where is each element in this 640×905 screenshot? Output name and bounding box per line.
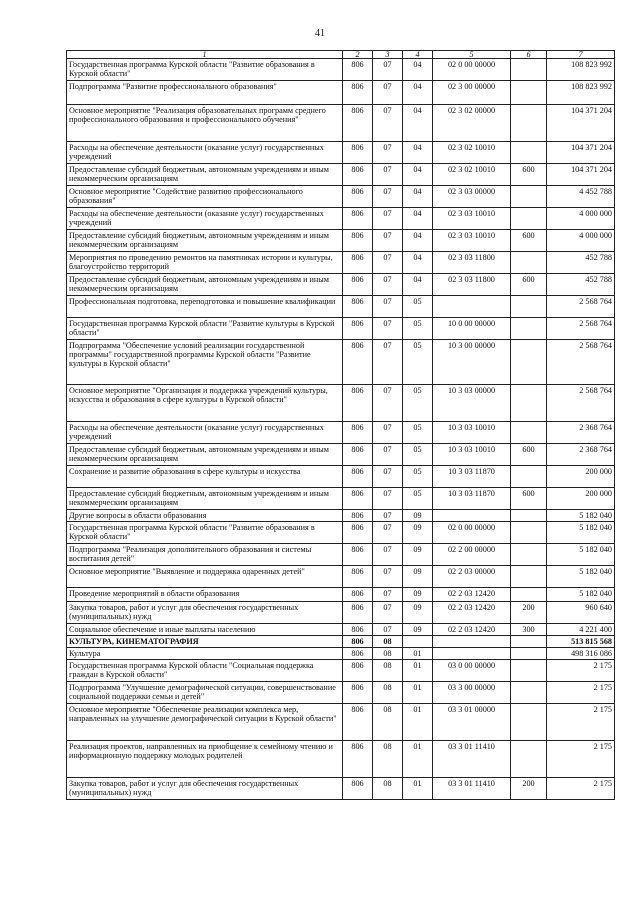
row-name-cell: КУЛЬТУРА, КИНЕМАТОГРАФИЯ — [67, 636, 343, 648]
row-name-cell: Основное мероприятие "Выявление и поддержка одаренных детей" — [67, 566, 343, 588]
column-header: 3 — [373, 51, 403, 59]
expense-type-cell — [511, 422, 547, 444]
row-name-cell: Подпрограмма "Обеспечение условий реализации государственной программы" государственной программы Курской области "Развитие культуры в Курской области" — [67, 340, 343, 385]
subsection-code-cell — [403, 636, 433, 648]
expense-type-cell — [511, 741, 547, 778]
subsection-code-cell: 09 — [403, 566, 433, 588]
target-article-cell: 03 3 01 00000 — [433, 704, 511, 741]
expense-type-cell — [511, 252, 547, 274]
target-article-cell: 03 3 00 00000 — [433, 682, 511, 704]
target-article-cell — [433, 510, 511, 522]
table-row — [67, 522, 615, 544]
column-header: 1 — [67, 51, 343, 59]
column-header: 2 — [343, 51, 373, 59]
ministry-code-cell: 806 — [343, 741, 373, 778]
amount-cell: 108 823 992 — [547, 81, 615, 105]
ministry-code-cell: 806 — [343, 510, 373, 522]
amount-cell: 452 788 — [547, 252, 615, 274]
row-name-cell: Другие вопросы в области образования — [67, 510, 343, 522]
amount-cell: 960 640 — [547, 602, 615, 624]
target-article-cell: 02 3 02 00000 — [433, 105, 511, 142]
subsection-code-cell: 05 — [403, 318, 433, 340]
target-article-cell — [433, 296, 511, 318]
expense-type-cell — [511, 648, 547, 660]
subsection-code-cell: 05 — [403, 422, 433, 444]
expense-type-cell — [511, 510, 547, 522]
section-code-cell: 07 — [373, 510, 403, 522]
ministry-code-cell: 806 — [343, 778, 373, 800]
expense-type-cell — [511, 81, 547, 105]
section-code-cell: 07 — [373, 466, 403, 488]
row-name-cell: Подпрограмма "Развитие профессионального образования" — [67, 81, 343, 105]
ministry-code-cell: 806 — [343, 385, 373, 422]
section-code-cell: 08 — [373, 660, 403, 682]
subsection-code-cell: 05 — [403, 444, 433, 466]
row-name-cell: Расходы на обеспечение деятельности (оказание услуг) государственных учреждений — [67, 208, 343, 230]
amount-cell: 2 175 — [547, 704, 615, 741]
amount-cell: 2 368 764 — [547, 444, 615, 466]
ministry-code-cell: 806 — [343, 682, 373, 704]
column-header: 7 — [547, 51, 615, 59]
subsection-code-cell: 04 — [403, 252, 433, 274]
subsection-code-cell: 01 — [403, 778, 433, 800]
section-code-cell: 07 — [373, 488, 403, 510]
table-row — [67, 318, 615, 340]
subsection-code-cell: 05 — [403, 340, 433, 385]
amount-cell: 5 182 040 — [547, 588, 615, 602]
subsection-code-cell: 01 — [403, 704, 433, 741]
section-code-cell: 07 — [373, 385, 403, 422]
section-code-cell: 08 — [373, 778, 403, 800]
ministry-code-cell: 806 — [343, 164, 373, 186]
ministry-code-cell: 806 — [343, 602, 373, 624]
row-name-cell: Предоставление субсидий бюджетным, автономным учреждениям и иным некоммерческим организациям — [67, 274, 343, 296]
amount-cell: 5 182 040 — [547, 510, 615, 522]
table-row — [67, 81, 615, 105]
ministry-code-cell: 806 — [343, 660, 373, 682]
amount-cell: 513 815 568 — [547, 636, 615, 648]
ministry-code-cell: 806 — [343, 466, 373, 488]
row-name-cell: Реализация проектов, направленных на приобщение к семейному чтению и информационную поддержку молодых родителей — [67, 741, 343, 778]
section-code-cell: 07 — [373, 602, 403, 624]
row-name-cell: Мероприятия по проведению ремонтов на памятниках истории и культуры, благоустройство территорий — [67, 252, 343, 274]
section-code-cell: 08 — [373, 682, 403, 704]
ministry-code-cell: 806 — [343, 422, 373, 444]
amount-cell: 2 175 — [547, 660, 615, 682]
target-article-cell: 02 3 03 11800 — [433, 252, 511, 274]
table-row — [67, 340, 615, 385]
section-code-cell: 07 — [373, 186, 403, 208]
section-code-cell: 08 — [373, 741, 403, 778]
section-code-cell: 07 — [373, 230, 403, 252]
table-row — [67, 566, 615, 588]
subsection-code-cell: 04 — [403, 105, 433, 142]
section-code-cell: 08 — [373, 704, 403, 741]
ministry-code-cell: 806 — [343, 142, 373, 164]
expense-type-cell — [511, 296, 547, 318]
target-article-cell: 02 3 00 00000 — [433, 81, 511, 105]
row-name-cell: Основное мероприятие "Организация и поддержка учреждений культуры, искусства и образования в сфере культуры в Курской области" — [67, 385, 343, 422]
expense-type-cell — [511, 466, 547, 488]
table-row — [67, 660, 615, 682]
expense-type-cell: 200 — [511, 778, 547, 800]
subsection-code-cell: 01 — [403, 741, 433, 778]
amount-cell: 200 000 — [547, 488, 615, 510]
expense-type-cell — [511, 566, 547, 588]
subsection-code-cell: 01 — [403, 682, 433, 704]
target-article-cell: 03 0 00 00000 — [433, 660, 511, 682]
row-name-cell: Государственная программа Курской области "Развитие культуры в Курской области" — [67, 318, 343, 340]
ministry-code-cell: 806 — [343, 318, 373, 340]
target-article-cell: 03 3 01 11410 — [433, 741, 511, 778]
row-name-cell: Подпрограмма "Реализация дополнительного образования и системы воспитания детей" — [67, 544, 343, 566]
expense-type-cell — [511, 682, 547, 704]
table-row — [67, 105, 615, 142]
expense-type-cell: 300 — [511, 624, 547, 636]
ministry-code-cell: 806 — [343, 81, 373, 105]
section-code-cell: 07 — [373, 164, 403, 186]
expense-type-cell: 600 — [511, 164, 547, 186]
target-article-cell: 02 3 03 10010 — [433, 208, 511, 230]
ministry-code-cell: 806 — [343, 274, 373, 296]
row-name-cell: Подпрограмма "Улучшение демографической ситуации, совершенствование социальной поддержки семьи и детей" — [67, 682, 343, 704]
ministry-code-cell: 806 — [343, 588, 373, 602]
row-name-cell: Предоставление субсидий бюджетным, автономным учреждениям и иным некоммерческим организациям — [67, 488, 343, 510]
amount-cell: 5 182 040 — [547, 522, 615, 544]
amount-cell: 104 371 204 — [547, 142, 615, 164]
table-row — [67, 741, 615, 778]
amount-cell: 2 568 764 — [547, 296, 615, 318]
amount-cell: 104 371 204 — [547, 164, 615, 186]
table-row — [67, 186, 615, 208]
table-row — [67, 778, 615, 800]
subsection-code-cell: 09 — [403, 510, 433, 522]
expense-type-cell — [511, 588, 547, 602]
target-article-cell: 10 3 00 00000 — [433, 340, 511, 385]
target-article-cell: 03 3 01 11410 — [433, 778, 511, 800]
expense-type-cell — [511, 142, 547, 164]
target-article-cell: 02 2 03 00000 — [433, 566, 511, 588]
row-name-cell: Культура — [67, 648, 343, 660]
target-article-cell: 02 0 00 00000 — [433, 59, 511, 81]
amount-cell: 2 175 — [547, 741, 615, 778]
section-code-cell: 08 — [373, 648, 403, 660]
expense-type-cell — [511, 318, 547, 340]
expense-type-cell: 600 — [511, 488, 547, 510]
section-code-cell: 07 — [373, 588, 403, 602]
section-code-cell: 08 — [373, 636, 403, 648]
section-code-cell: 07 — [373, 624, 403, 636]
ministry-code-cell: 806 — [343, 624, 373, 636]
amount-cell: 104 371 204 — [547, 105, 615, 142]
target-article-cell: 10 3 03 10010 — [433, 422, 511, 444]
target-article-cell: 10 0 00 00000 — [433, 318, 511, 340]
row-name-cell: Профессиональная подготовка, переподготовка и повышение квалификации — [67, 296, 343, 318]
expense-type-cell — [511, 59, 547, 81]
table-row — [67, 488, 615, 510]
row-name-cell: Предоставление субсидий бюджетным, автономным учреждениям и иным некоммерческим организациям — [67, 164, 343, 186]
section-code-cell: 07 — [373, 142, 403, 164]
expense-type-cell — [511, 636, 547, 648]
table-row — [67, 466, 615, 488]
expense-type-cell — [511, 105, 547, 142]
ministry-code-cell: 806 — [343, 444, 373, 466]
row-name-cell: Государственная программа Курской области "Развитие образования в Курской области" — [67, 522, 343, 544]
amount-cell: 4 452 788 — [547, 186, 615, 208]
subsection-code-cell: 01 — [403, 648, 433, 660]
target-article-cell: 10 3 03 10010 — [433, 444, 511, 466]
row-name-cell: Закупка товаров, работ и услуг для обеспечения государственных (муниципальных) нужд — [67, 602, 343, 624]
expense-type-cell — [511, 186, 547, 208]
section-code-cell: 07 — [373, 544, 403, 566]
table-row — [67, 588, 615, 602]
expense-type-cell — [511, 522, 547, 544]
subsection-code-cell: 04 — [403, 186, 433, 208]
ministry-code-cell: 806 — [343, 186, 373, 208]
row-name-cell: Закупка товаров, работ и услуг для обеспечения государственных (муниципальных) нужд — [67, 778, 343, 800]
subsection-code-cell: 01 — [403, 660, 433, 682]
subsection-code-cell: 04 — [403, 142, 433, 164]
expense-type-cell — [511, 544, 547, 566]
table-row — [67, 164, 615, 186]
ministry-code-cell: 806 — [343, 488, 373, 510]
table-row — [67, 444, 615, 466]
table-header-row — [67, 51, 615, 59]
ministry-code-cell: 806 — [343, 522, 373, 544]
target-article-cell: 02 3 02 10010 — [433, 164, 511, 186]
amount-cell: 2 568 764 — [547, 340, 615, 385]
section-code-cell: 07 — [373, 274, 403, 296]
subsection-code-cell: 05 — [403, 488, 433, 510]
ministry-code-cell: 806 — [343, 544, 373, 566]
amount-cell: 4 000 000 — [547, 230, 615, 252]
table-body — [67, 59, 615, 800]
row-name-cell: Основное мероприятие "Реализация образовательных программ среднего профессионального образования и профессионального обучения" — [67, 105, 343, 142]
subsection-code-cell: 04 — [403, 59, 433, 81]
table-row — [67, 510, 615, 522]
ministry-code-cell: 806 — [343, 340, 373, 385]
section-code-cell: 07 — [373, 422, 403, 444]
row-name-cell: Предоставление субсидий бюджетным, автономным учреждениям и иным некоммерческим организациям — [67, 230, 343, 252]
section-code-cell: 07 — [373, 296, 403, 318]
amount-cell: 2 568 764 — [547, 385, 615, 422]
subsection-code-cell: 09 — [403, 588, 433, 602]
amount-cell: 2 175 — [547, 778, 615, 800]
expense-type-cell — [511, 385, 547, 422]
target-article-cell: 10 3 03 00000 — [433, 385, 511, 422]
subsection-code-cell: 05 — [403, 466, 433, 488]
ministry-code-cell: 806 — [343, 636, 373, 648]
amount-cell: 108 823 992 — [547, 59, 615, 81]
row-name-cell: Социальное обеспечение и иные выплаты населению — [67, 624, 343, 636]
table-row — [67, 422, 615, 444]
table-row — [67, 385, 615, 422]
target-article-cell: 02 3 02 10010 — [433, 142, 511, 164]
section-code-cell: 07 — [373, 318, 403, 340]
expense-type-cell — [511, 340, 547, 385]
ministry-code-cell: 806 — [343, 59, 373, 81]
row-name-cell: Государственная программа Курской области "Социальная поддержка граждан в Курской области" — [67, 660, 343, 682]
expense-type-cell — [511, 208, 547, 230]
section-code-cell: 07 — [373, 59, 403, 81]
table-row — [67, 704, 615, 741]
subsection-code-cell: 04 — [403, 230, 433, 252]
amount-cell: 2 175 — [547, 682, 615, 704]
section-code-cell: 07 — [373, 81, 403, 105]
table-row — [67, 296, 615, 318]
section-code-cell: 07 — [373, 208, 403, 230]
amount-cell: 5 182 040 — [547, 566, 615, 588]
target-article-cell: 02 2 00 00000 — [433, 544, 511, 566]
amount-cell: 4 221 400 — [547, 624, 615, 636]
expense-type-cell — [511, 704, 547, 741]
subsection-code-cell: 09 — [403, 602, 433, 624]
table-row — [67, 252, 615, 274]
amount-cell: 5 182 040 — [547, 544, 615, 566]
section-code-cell: 07 — [373, 105, 403, 142]
ministry-code-cell: 806 — [343, 230, 373, 252]
ministry-code-cell: 806 — [343, 296, 373, 318]
ministry-code-cell: 806 — [343, 105, 373, 142]
expense-type-cell — [511, 660, 547, 682]
expense-type-cell: 600 — [511, 444, 547, 466]
page-number: 41 — [315, 28, 325, 39]
subsection-code-cell: 09 — [403, 624, 433, 636]
row-name-cell: Основное мероприятие "Обеспечение реализации комплекса мер, направленных на улучшение демографической ситуации в Курской области" — [67, 704, 343, 741]
table-row — [67, 682, 615, 704]
row-name-cell: Предоставление субсидий бюджетным, автономным учреждениям и иным некоммерческим организациям — [67, 444, 343, 466]
row-name-cell: Сохранение и развитие образования в сфере культуры и искусства — [67, 466, 343, 488]
target-article-cell: 10 3 03 11870 — [433, 466, 511, 488]
target-article-cell: 02 2 03 12420 — [433, 588, 511, 602]
expense-type-cell: 600 — [511, 230, 547, 252]
row-name-cell: Основное мероприятие "Содействие развитию профессионального образования" — [67, 186, 343, 208]
target-article-cell: 02 3 03 11800 — [433, 274, 511, 296]
column-header: 4 — [403, 51, 433, 59]
section-code-cell: 07 — [373, 444, 403, 466]
row-name-cell: Расходы на обеспечение деятельности (оказание услуг) государственных учреждений — [67, 422, 343, 444]
ministry-code-cell: 806 — [343, 704, 373, 741]
section-code-cell: 07 — [373, 340, 403, 385]
amount-cell: 452 788 — [547, 274, 615, 296]
subsection-code-cell: 05 — [403, 296, 433, 318]
row-name-cell: Государственная программа Курской области "Развитие образования в Курской области" — [67, 59, 343, 81]
subsection-code-cell: 04 — [403, 208, 433, 230]
table-row — [67, 274, 615, 296]
amount-cell: 4 000 000 — [547, 208, 615, 230]
target-article-cell — [433, 648, 511, 660]
target-article-cell: 02 2 03 12420 — [433, 624, 511, 636]
column-header: 6 — [511, 51, 547, 59]
target-article-cell: 10 3 03 11870 — [433, 488, 511, 510]
subsection-code-cell: 04 — [403, 81, 433, 105]
amount-cell: 2 568 764 — [547, 318, 615, 340]
target-article-cell: 02 2 03 12420 — [433, 602, 511, 624]
target-article-cell — [433, 636, 511, 648]
row-name-cell: Проведение мероприятий в области образования — [67, 588, 343, 602]
budget-table — [66, 50, 615, 800]
ministry-code-cell: 806 — [343, 208, 373, 230]
table-row — [67, 59, 615, 81]
subsection-code-cell: 04 — [403, 274, 433, 296]
table-row — [67, 544, 615, 566]
ministry-code-cell: 806 — [343, 252, 373, 274]
subsection-code-cell: 04 — [403, 164, 433, 186]
target-article-cell: 02 3 03 00000 — [433, 186, 511, 208]
expense-type-cell: 600 — [511, 274, 547, 296]
table-row — [67, 208, 615, 230]
subsection-code-cell: 09 — [403, 544, 433, 566]
section-code-cell: 07 — [373, 522, 403, 544]
ministry-code-cell: 806 — [343, 566, 373, 588]
amount-cell: 200 000 — [547, 466, 615, 488]
ministry-code-cell: 806 — [343, 648, 373, 660]
table-row — [67, 648, 615, 660]
row-name-cell: Расходы на обеспечение деятельности (оказание услуг) государственных учреждений — [67, 142, 343, 164]
subsection-code-cell: 09 — [403, 522, 433, 544]
amount-cell: 498 316 086 — [547, 648, 615, 660]
table-row — [67, 602, 615, 624]
table-row — [67, 636, 615, 648]
target-article-cell: 02 3 03 10010 — [433, 230, 511, 252]
expense-type-cell: 200 — [511, 602, 547, 624]
column-header: 5 — [433, 51, 511, 59]
section-code-cell: 07 — [373, 566, 403, 588]
amount-cell: 2 368 764 — [547, 422, 615, 444]
target-article-cell: 02 0 00 00000 — [433, 522, 511, 544]
section-code-cell: 07 — [373, 252, 403, 274]
table-row — [67, 230, 615, 252]
subsection-code-cell: 05 — [403, 385, 433, 422]
table-row — [67, 624, 615, 636]
table-row — [67, 142, 615, 164]
